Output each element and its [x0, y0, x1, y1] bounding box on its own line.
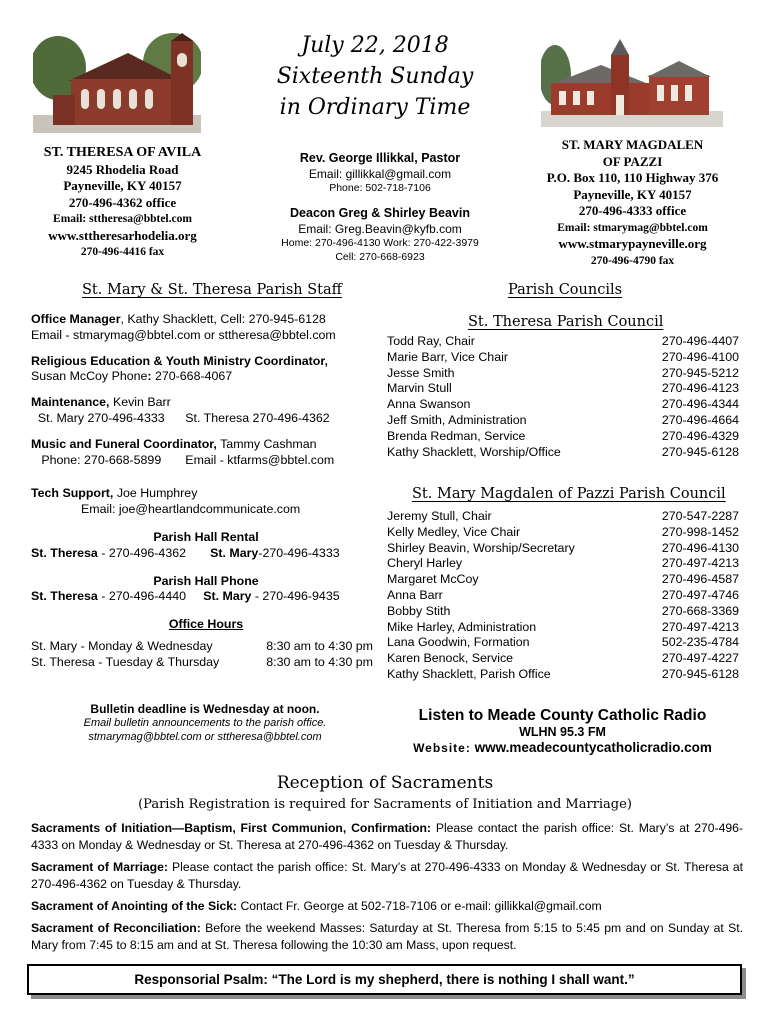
council-member-name: Bobby Stith	[387, 603, 451, 618]
st-mary-name-2: OF PAZZI	[602, 153, 663, 169]
bulletin-deadline: Bulletin deadline is Wednesday at noon.	[90, 702, 320, 716]
religious-ed-colon: :	[147, 369, 152, 384]
hall-rental-theresa-phone: - 270-496-4362	[97, 545, 186, 560]
office-manager-role: Office Manager	[31, 312, 121, 326]
st-theresa-name: ST. THERESA OF AVILA	[43, 145, 202, 160]
staff-list	[31, 312, 381, 671]
council-member-row	[387, 381, 739, 397]
anointing-text: Contact Fr. George at 502-718-7106 or e-mail: gillikkal@gmail.com	[237, 899, 602, 913]
st-theresa-email: Email: sttheresa@bbtel.com	[53, 213, 192, 225]
sacrament-anointing	[31, 898, 743, 915]
council-member-name: Cheryl Harley	[387, 556, 463, 571]
hall-phone-mary-label: St. Mary	[203, 589, 252, 604]
tech-role: Tech Support,	[31, 486, 114, 501]
council-member-phone: 270-496-4123	[661, 381, 739, 396]
council-member-row	[387, 556, 739, 572]
council-member-name: Anna Barr	[387, 587, 443, 602]
council-member-phone: 270-945-6128	[661, 444, 739, 459]
council-member-phone: 270-496-4664	[661, 412, 739, 427]
council-member-row	[387, 651, 739, 667]
pastor-email: Email: gillikkal@gmail.com	[308, 167, 452, 181]
office-hours-heading: Office Hours	[168, 617, 244, 632]
st-theresa-address-2: Payneville, KY 40157	[63, 178, 182, 193]
council-member-row	[387, 604, 739, 620]
council-member-row	[387, 445, 739, 461]
radio-frequency: WLHN 95.3 FM	[519, 725, 606, 739]
council-member-row	[387, 334, 739, 350]
hours-theresa-time: 8:30 am to 4:30 pm	[266, 654, 373, 669]
council-member-phone: 270-496-4100	[661, 349, 739, 364]
council-member-name: Marvin Stull	[387, 381, 452, 396]
office-manager-email: Email - stmarymag@bbtel.com or sttheresa@bbtel.com	[31, 327, 336, 342]
st-mary-contact	[515, 137, 750, 269]
st-mary-email: Email: stmarymag@bbtel.com	[557, 221, 708, 234]
council-member-row	[387, 588, 739, 604]
theresa-council-list	[387, 334, 739, 460]
music-role: Music and Funeral Coordinator,	[31, 436, 217, 451]
bulletin-deadline-block	[40, 702, 370, 744]
hall-rental-theresa-label: St. Theresa	[31, 545, 98, 560]
hours-theresa-days: St. Theresa - Tuesday & Thursday	[31, 654, 220, 669]
st-theresa-website: www.sttheresarhodelia.org	[48, 227, 197, 243]
council-member-name: Kathy Shacklett, Parish Office	[387, 666, 551, 681]
council-member-phone: 270-496-4344	[661, 397, 739, 412]
deacon-cell: Cell: 270-668-6923	[335, 251, 425, 263]
hall-rental-heading: Parish Hall Rental	[153, 529, 259, 544]
sunday-line-2: in Ordinary Time	[279, 95, 471, 120]
council-member-phone: 270-497-4227	[661, 651, 739, 666]
council-member-name: Jeremy Stull, Chair	[387, 509, 492, 523]
bulletin-date: July 22, 2018	[301, 33, 449, 58]
council-member-phone: 270-496-4587	[661, 572, 739, 587]
council-member-phone: 270-547-2287	[661, 509, 739, 523]
council-member-row	[387, 350, 739, 366]
hours-mary-time: 8:30 am to 4:30 pm	[266, 638, 373, 653]
initiation-label: Sacraments of Initiation—Baptism, First Communion, Confirmation:	[31, 821, 431, 835]
council-member-row	[387, 572, 739, 588]
sacrament-initiation	[31, 820, 743, 853]
council-member-row	[387, 525, 739, 541]
council-member-phone: 270-945-5212	[661, 365, 739, 380]
council-member-row	[387, 667, 739, 683]
mary-council-heading: St. Mary Magdalen of Pazzi Parish Council	[412, 486, 726, 502]
reconciliation-label: Sacrament of Reconciliation:	[31, 921, 201, 935]
staff-heading: St. Mary & St. Theresa Parish Staff	[82, 282, 342, 298]
council-member-phone: 270-668-3369	[661, 603, 739, 618]
council-member-phone: 270-496-4407	[661, 334, 739, 348]
council-member-row	[387, 429, 739, 445]
council-member-phone: 502-235-4784	[661, 635, 739, 650]
council-member-name: Todd Ray, Chair	[387, 334, 475, 348]
st-mary-office: 270-496-4333 office	[578, 203, 687, 218]
council-member-name: Kelly Medley, Vice Chair	[387, 524, 521, 539]
council-member-row	[387, 620, 739, 636]
hall-rental-mary-label: St. Mary	[210, 545, 259, 560]
council-member-row	[387, 413, 739, 429]
initiation-text: Please contact the parish office: St. Mary’s at 270-496-4333 on Monday & Wednesday or St. Theresa at 270-496-4362 on Tuesday & Thursday.	[31, 821, 744, 852]
council-member-name: Jesse Smith	[387, 365, 455, 380]
music-name: Tammy Cashman	[216, 436, 317, 451]
st-mary-church-photo	[541, 35, 723, 127]
councils-heading: Parish Councils	[508, 282, 623, 298]
sacrament-reconciliation	[31, 920, 743, 953]
deacon-email: Email: Greg.Beavin@kyfb.com	[298, 222, 462, 236]
sacraments-subheading: (Parish Registration is required for Sacraments of Initiation and Marriage)	[138, 797, 632, 812]
st-mary-website: www.stmarypayneville.org	[558, 236, 707, 251]
hours-mary-row	[31, 639, 381, 655]
council-member-phone: 270-497-4213	[661, 556, 739, 571]
council-member-phone: 270-945-6128	[661, 666, 739, 681]
responsorial-psalm: Responsorial Psalm: “The Lord is my shepherd, there is nothing I shall want.”	[27, 964, 742, 995]
council-member-name: Lana Goodwin, Formation	[387, 635, 530, 650]
council-member-name: Brenda Redman, Service	[387, 428, 526, 443]
theresa-council-heading: St. Theresa Parish Council	[468, 314, 664, 330]
st-mary-fax: 270-496-4790 fax	[590, 254, 675, 267]
council-member-name: Shirley Beavin, Worship/Secretary	[387, 540, 575, 555]
bulletin-note-2: stmarymag@bbtel.com or sttheresa@bbtel.com	[88, 731, 322, 743]
council-member-name: Jeff Smith, Administration	[387, 412, 527, 427]
pastor-phone: Phone: 502-718-7106	[329, 182, 431, 194]
council-member-phone: 270-496-4130	[661, 540, 739, 555]
maintenance-role: Maintenance,	[31, 395, 110, 410]
deacon-name: Deacon Greg & Shirley Beavin	[290, 206, 470, 220]
marriage-label: Sacrament of Marriage:	[31, 860, 168, 874]
religious-ed-name: Susan McCoy Phone	[31, 369, 148, 384]
reconciliation-text: Before the weekend Masses: Saturday at St. Theresa from 5:15 to 5:45 pm and on Sunday at St. Mary from 7:45 to 8:15 am and at St. Theresa following the 10:30 am Mass, upon request.	[31, 921, 744, 952]
sunday-line-1: Sixteenth Sunday	[276, 64, 474, 89]
deacon-phones: Home: 270-496-4130 Work: 270-422-3979	[281, 237, 479, 249]
radio-website: www.meadecountycatholicradio.com	[474, 740, 712, 755]
st-theresa-fax: 270-496-4416 fax	[80, 246, 165, 258]
marriage-text: Please contact the parish office: St. Mary’s at 270-496-4333 on Monday & Wednesday or St. Theresa at 270-496-4362 on Tuesday & Thursday.	[31, 860, 743, 891]
council-member-phone: 270-497-4746	[661, 587, 739, 602]
radio-block	[385, 706, 740, 757]
clergy-contact	[250, 150, 510, 264]
sacrament-marriage	[31, 859, 743, 892]
council-member-row	[387, 397, 739, 413]
st-theresa-office: 270-496-4362 office	[68, 194, 177, 210]
bulletin-title	[250, 30, 500, 123]
st-mary-address-1: P.O. Box 110, 110 Highway 376	[546, 170, 719, 185]
hours-theresa-row	[31, 655, 381, 671]
st-theresa-contact	[10, 145, 235, 261]
council-member-row	[387, 541, 739, 557]
pastor-name: Rev. George Illikkal, Pastor	[299, 151, 461, 165]
mary-council-list	[387, 509, 739, 683]
council-member-row	[387, 509, 739, 525]
council-member-row	[387, 366, 739, 382]
council-member-name: Kathy Shacklett, Worship/Office	[387, 444, 561, 459]
bulletin-note-1: Email bulletin announcements to the parish office.	[83, 717, 327, 729]
st-mary-name-1: ST. MARY MAGDALEN	[561, 137, 704, 152]
religious-ed-phone: 270-668-4067	[151, 369, 233, 384]
sacraments-heading: Reception of Sacraments	[276, 773, 494, 793]
hall-phone-mary-phone: - 270-496-9435	[251, 589, 340, 604]
hall-phone-theresa-label: St. Theresa	[31, 589, 98, 604]
council-member-name: Karen Benock, Service	[387, 651, 514, 666]
council-member-phone: 270-496-4329	[661, 428, 739, 443]
council-member-phone: 270-497-4213	[661, 619, 739, 634]
hall-phone-heading: Parish Hall Phone	[153, 573, 259, 588]
hall-phone-theresa-phone: - 270-496-4440	[97, 589, 186, 604]
tech-email: Email: joe@heartlandcommunicate.com	[81, 502, 301, 517]
tech-name: Joe Humphrey	[113, 486, 198, 501]
st-theresa-address-1: 9245 Rhodelia Road	[66, 161, 179, 177]
council-member-name: Mike Harley, Administration	[387, 619, 537, 634]
music-contact: Phone: 270-668-5899 Email - ktfarms@bbtel.com	[31, 452, 335, 467]
radio-heading: Listen to Meade County Catholic Radio	[418, 707, 707, 724]
council-member-row	[387, 635, 739, 651]
council-member-phone: 270-998-1452	[661, 524, 739, 539]
radio-website-label: Website:	[413, 741, 471, 755]
anointing-label: Sacrament of Anointing of the Sick:	[31, 899, 238, 913]
maintenance-name: Kevin Barr	[109, 395, 171, 410]
council-member-name: Marie Barr, Vice Chair	[387, 349, 508, 364]
office-manager-details: , Kathy Shacklett, Cell: 270-945-6128	[120, 312, 326, 326]
council-member-name: Margaret McCoy	[387, 572, 479, 587]
hall-rental-mary-phone: -270-496-4333	[258, 545, 340, 560]
hours-mary-days: St. Mary - Monday & Wednesday	[31, 638, 213, 653]
maintenance-phones: St. Mary 270-496-4333 St. Theresa 270-496-4362	[31, 410, 330, 425]
council-member-name: Anna Swanson	[387, 397, 471, 412]
st-theresa-church-photo	[33, 33, 201, 133]
religious-ed-role: Religious Education & Youth Ministry Coordinator,	[31, 353, 328, 368]
st-mary-address-2: Payneville, KY 40157	[573, 186, 692, 202]
